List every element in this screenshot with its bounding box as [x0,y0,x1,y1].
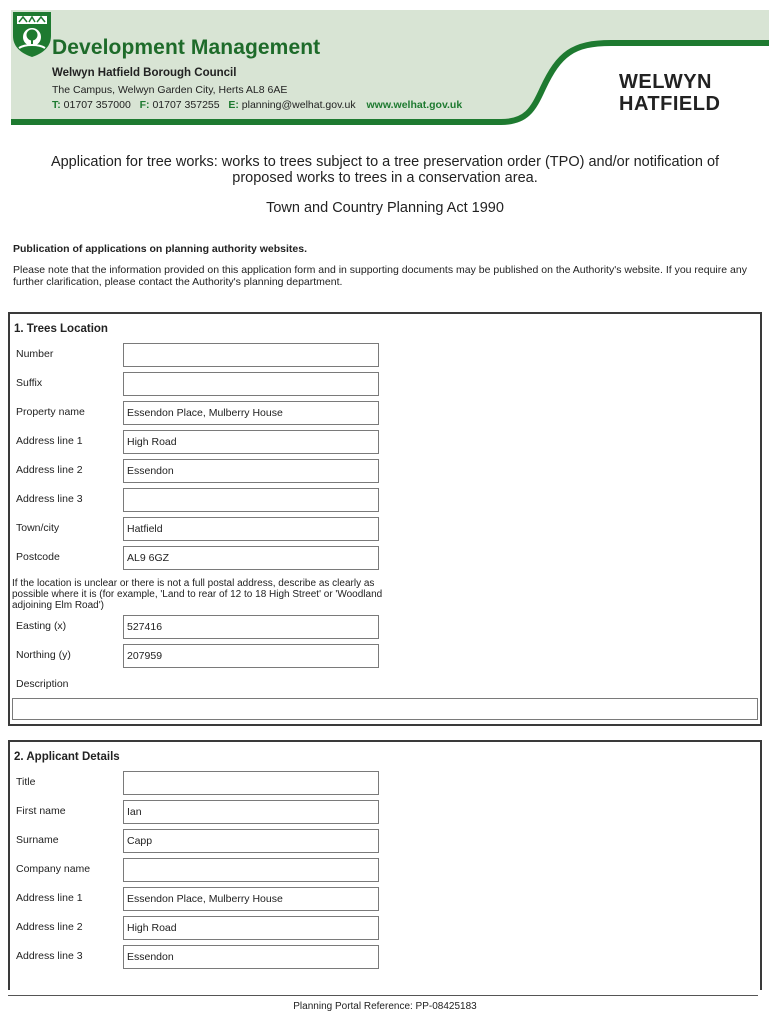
first-name-field[interactable]: Ian [123,800,379,824]
application-title: Application for tree works: works to trees subject to a tree preservation order (TPO) and/or notification of proposed works to trees in a conservation area. [50,154,720,186]
department-title: Development Management [52,36,321,59]
first-name-label: First name [16,805,66,817]
footer-divider [8,995,758,996]
number-field[interactable] [123,343,379,367]
contact-line [52,99,462,111]
postcode-label: Postcode [16,551,60,563]
fax-label: F: [139,99,150,111]
applicant-address-line-1-field[interactable]: Essendon Place, Mulberry House [123,887,379,911]
address-line-3-field[interactable] [123,488,379,512]
company-name-label: Company name [16,863,91,875]
tel-label: T: [52,99,61,111]
address-line-2-label: Address line 2 [16,464,83,476]
publication-notice: Please note that the information provided on this application form and in supporting documents may be published on the Authority's website. If you require any further clarification, please contact the Authority's planning department. [13,264,747,288]
council-address: The Campus, Welwyn Garden City, Herts AL8 6AE [52,84,288,96]
section-title: 1. Trees Location [14,323,108,335]
address-line-1-field[interactable]: High Road [123,430,379,454]
town-city-field[interactable]: Hatfield [123,517,379,541]
title-field[interactable] [123,771,379,795]
address-line-3-label: Address line 3 [16,493,83,505]
title-label: Title [16,776,36,788]
applicant-address-line-1-label: Address line 1 [16,892,83,904]
address-line-2-field[interactable]: Essendon [123,459,379,483]
applicant-address-line-3-label: Address line 3 [16,950,83,962]
property-name-label: Property name [16,406,85,418]
property-name-field[interactable]: Essendon Place, Mulberry House [123,401,379,425]
email-address: planning@welhat.gov.uk [241,99,356,111]
section-trees-location [8,312,762,726]
surname-label: Surname [16,834,59,846]
header-banner [11,10,769,130]
postcode-field[interactable]: AL9 6GZ [123,546,379,570]
section-applicant-details [8,740,762,990]
applicant-address-line-3-field[interactable]: Essendon [123,945,379,969]
portal-reference: Planning Portal Reference: PP-08425183 [293,1001,477,1012]
act-title: Town and Country Planning Act 1990 [266,200,504,216]
number-label: Number [16,348,54,360]
easting-label: Easting (x) [16,620,67,632]
website-link[interactable]: www.welhat.gov.uk [366,99,463,111]
section-title: 2. Applicant Details [14,751,120,763]
suffix-label: Suffix [16,377,43,389]
description-label: Description [16,678,69,690]
tel-number: 01707 357000 [63,99,131,111]
fax-number: 01707 357255 [152,99,220,111]
applicant-address-line-2-field[interactable]: High Road [123,916,379,940]
suffix-field[interactable] [123,372,379,396]
logo-wordmark [619,71,720,115]
location-note: If the location is unclear or there is not a full postal address, describe as clearly as possible where it is (for example, 'Land to rear of 12 to 18 High Street' or 'Woodland adjoining Elm Road') [12,578,383,611]
town-city-label: Town/city [16,522,60,534]
northing-label: Northing (y) [16,649,71,661]
applicant-address-line-2-label: Address line 2 [16,921,83,933]
council-name: Welwyn Hatfield Borough Council [52,67,237,79]
northing-field[interactable]: 207959 [123,644,379,668]
address-line-1-label: Address line 1 [16,435,83,447]
surname-field[interactable]: Capp [123,829,379,853]
company-name-field[interactable] [123,858,379,882]
email-label: E: [228,99,239,111]
description-field[interactable] [12,698,758,720]
logo-line-hatfield: HATFIELD [619,93,721,115]
publication-heading: Publication of applications on planning authority websites. [13,243,308,255]
council-crest-icon [11,10,53,58]
easting-field[interactable]: 527416 [123,615,379,639]
logo-line-welwyn: WELWYN [619,71,712,93]
